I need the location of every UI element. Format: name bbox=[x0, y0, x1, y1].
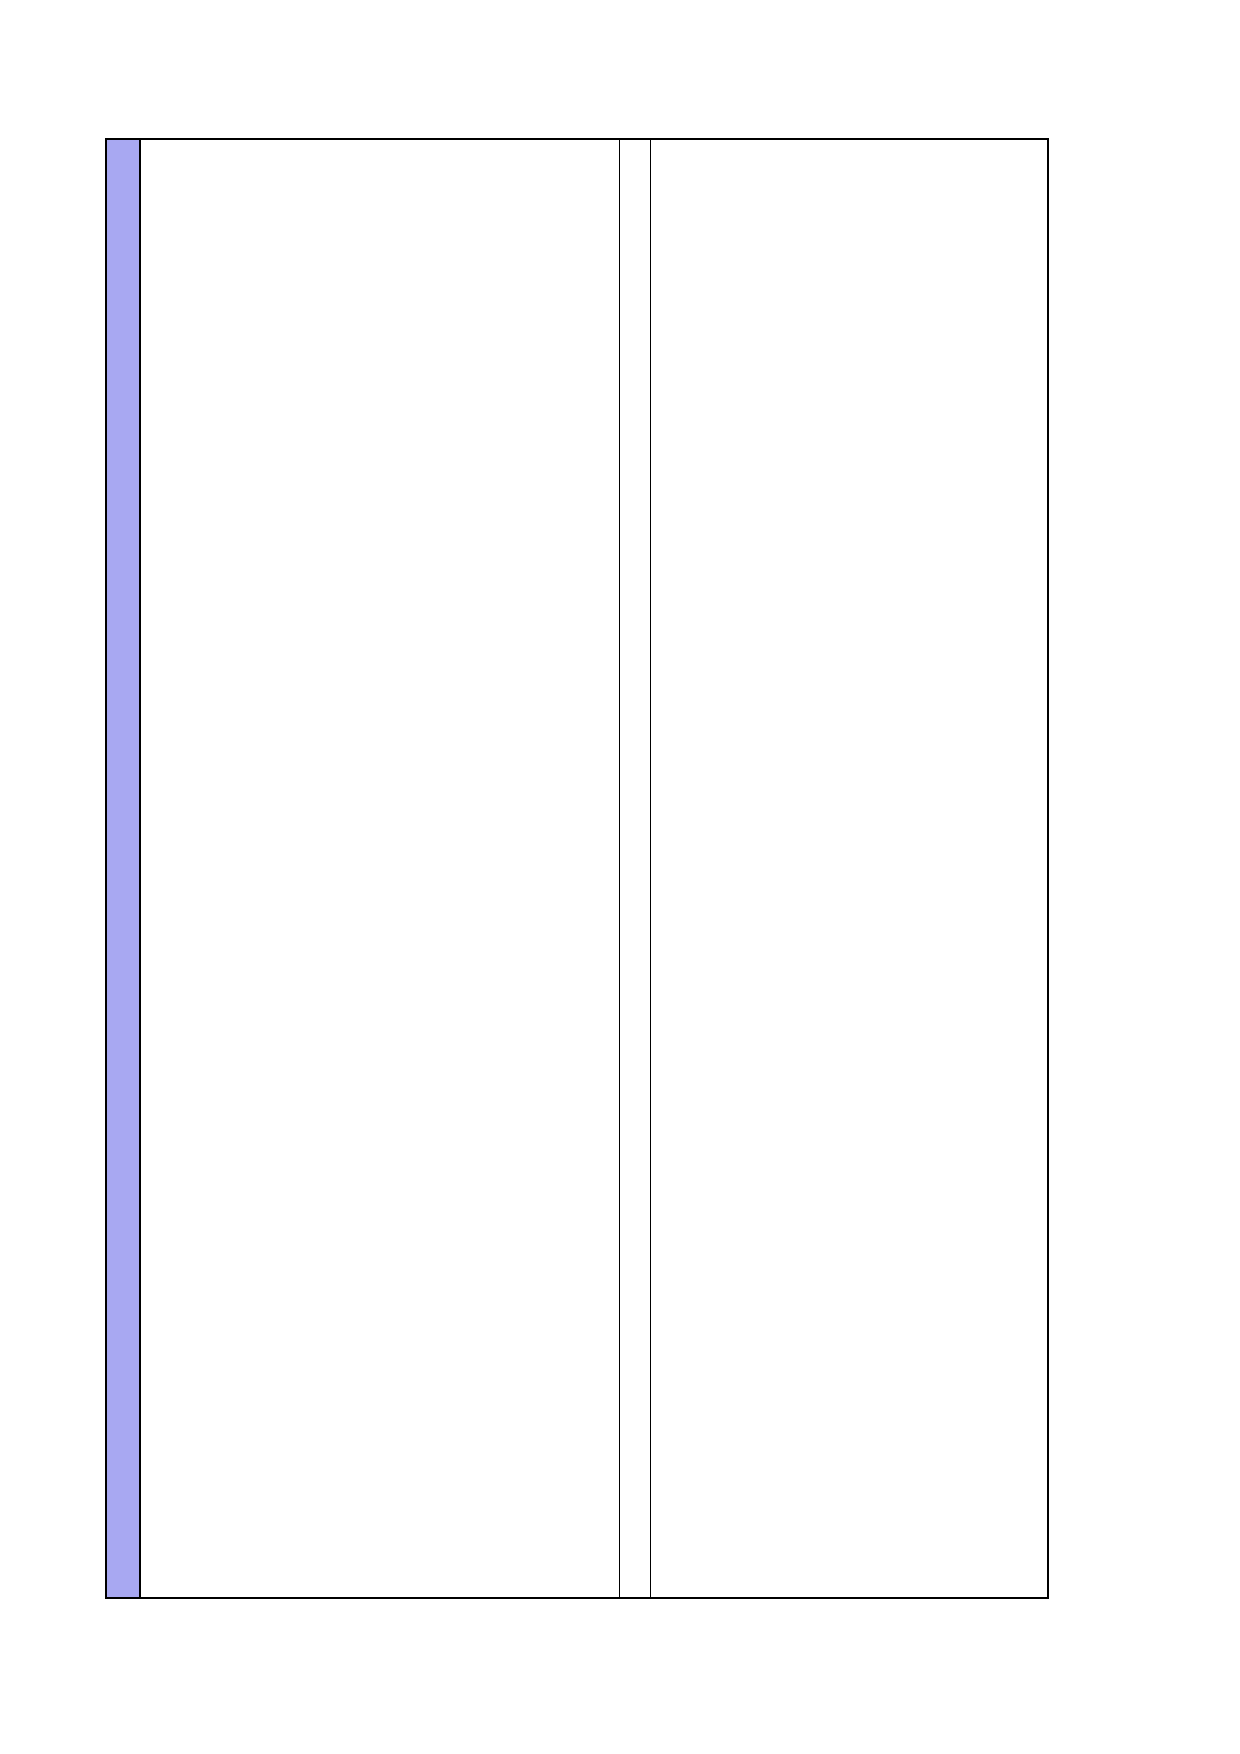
section-divider bbox=[619, 140, 651, 1597]
block-table bbox=[105, 138, 1049, 1599]
league-header bbox=[107, 140, 141, 1597]
title-row bbox=[60, 104, 110, 1604]
